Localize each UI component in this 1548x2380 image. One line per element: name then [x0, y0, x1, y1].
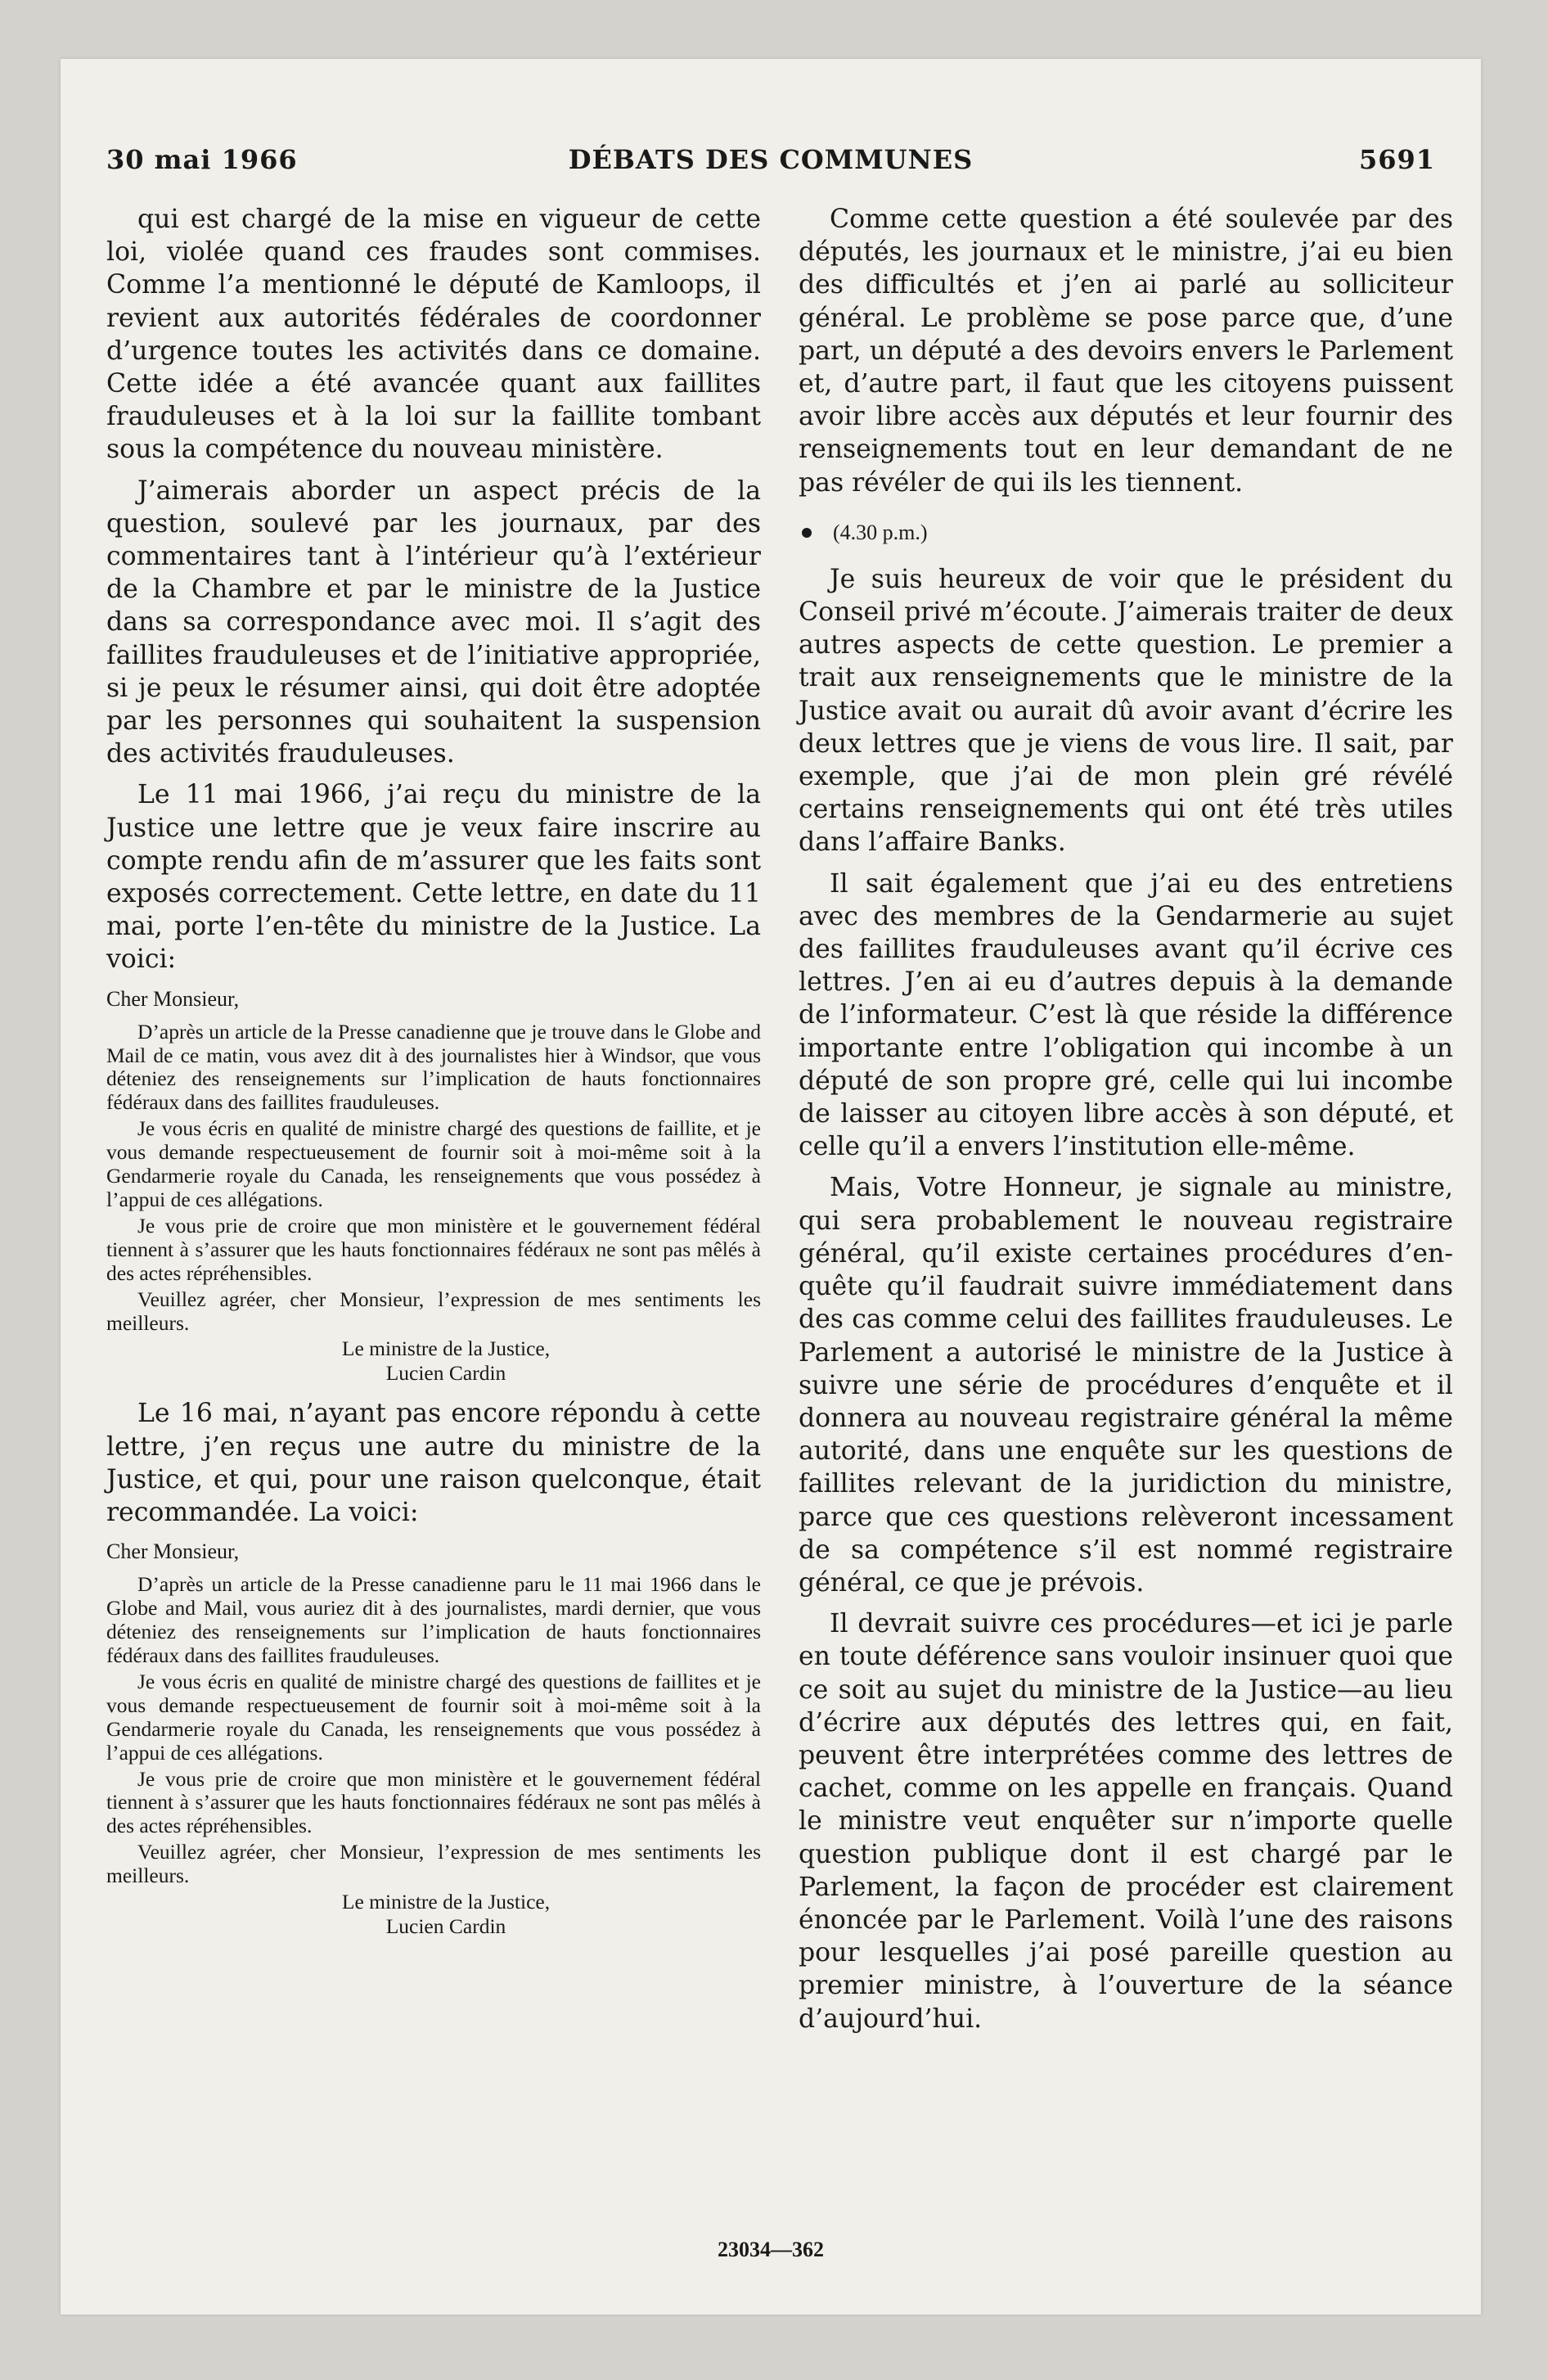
right-speech — [799, 203, 1453, 499]
letter-salutation: Cher Monsieur, — [106, 986, 240, 1011]
page-header — [106, 144, 1435, 180]
letter-quote-2 — [106, 1539, 761, 1939]
letter-signature-name: Lucien Cardin — [385, 1914, 506, 1939]
letter-paragraph: Veuillez agréer, cher Monsieur, l’expression de mes sentiments les meilleurs. — [106, 1840, 761, 1888]
letter-paragraph: Je vous prie de croire que mon ministère et le gouvernement fédéral tiennent à s’assurer que les hauts fonctionnaires fédéraux ne sont pas mêlés à des actes répréhensibles. — [106, 1213, 761, 1285]
header-page-number: 5691 — [1358, 144, 1435, 175]
left-speech-continued — [106, 1397, 761, 1529]
paragraph: Il devrait suivre ces procédures—et ici je parle en toute déférence sans vouloir insinuer quoi que ce soit au sujet du ministre de la Justice—au lieu d’écrire aux députés des lettres qui, en fait, peuvent être interprétées comme des lettres de cachet, comme on les appelle en français. Quand le ministre veut enquêter sur n’importe quelle question publique dont il est chargé par le Parlement, la façon de procéder est clairement énoncée par le Parlement. Voilà l’une des raisons pour lesquelles j’ai posé pareille question au premier ministre, à l’ouverture de la séance d’aujourd’hui. — [799, 1609, 1453, 2034]
letter-quote-1 — [106, 986, 761, 1386]
right-speech-continued — [799, 563, 1453, 2035]
paragraph: Mais, Votre Honneur, je signale au ministre, qui sera probablement le nouveau registraire général, qu’il existe certaines procédures d’enquête qu’il faudrait suivre immédiatement dans des cas comme celui des faillites frauduleuses. Le Parlement a autorisé le ministre de la Justice à suivre une série de procédures d’enquête et il donnera au nouveau registraire général la même autorité, dans une enquête sur les questions de faillites relevant de la juridiction du ministre, parce que ces questions relèveront incessament de sa compétence s’il est nommé registraire général, ce que je prévois. — [799, 1173, 1453, 1598]
paragraph: Le 16 mai, n’ayant pas encore répondu à cette lettre, j’en reçus une autre du ministre de la Justice, et qui, pour une raison quelconque, était recommandée. La voici: — [106, 1399, 761, 1528]
letter-paragraph: D’après un article de la Presse canadienne paru le 11 mai 1966 dans le Globe and Mail, vous auriez dit à des journalistes, mardi dernier, que vous déteniez des renseignements sur l’implication de hauts fonctionnaires fédéraux dans des faillites frauduleuses. — [106, 1572, 761, 1667]
paragraph: Je suis heureux de voir que le président du Conseil privé m’écoute. J’aimerais traiter de deux autres aspects de cette question. Le premier a trait aux renseignements que le ministre de la Justice avait ou aurait dû avoir avant d’écrire les deux lettres que je viens de vous lire. Il sait, par exemple, que j’ai de mon plein gré révélé certains renseignements qui ont été très utiles dans l’affaire Banks. — [799, 564, 1453, 858]
document-page — [61, 59, 1481, 2315]
footer-print-code: 23034—362 — [718, 2238, 824, 2261]
left-column — [106, 203, 761, 1939]
right-column — [799, 203, 1453, 2035]
letter-signature-title: Le ministre de la Justice, — [341, 1336, 551, 1361]
bullet-icon — [802, 528, 812, 538]
time-marker — [799, 519, 1453, 547]
left-speech — [106, 203, 761, 976]
paragraph: Comme cette question a été soulevée par des députés, les journaux et le ministre, j’ai eu bien des difficultés et j’en ai parlé au solliciteur général. Le problème se pose parce que, d’une part, un député a des devoirs envers le Parlement et, d’autre part, il faut que les citoyens puissent avoir libre accès aux députés et leur fournir des renseignements tout en leur demandant de ne pas révéler de qui ils les tiennent. — [799, 205, 1453, 498]
letter-paragraph: Je vous écris en qualité de ministre chargé des questions de faillites et je vous demande respectueusement de fournir soit à moi-même soit à la Gendarmerie royale du Canada, les renseignements que vous possédez à l’appui de ces allégations. — [106, 1669, 761, 1765]
time-stamp: (4.30 p.m.) — [833, 520, 928, 544]
letter-salutation: Cher Monsieur, — [106, 1539, 240, 1564]
letter-paragraph: Je vous prie de croire que mon ministère et le gouvernement fédéral tiennent à s’assurer que les hauts fonctionnaires fédéraux ne sont pas mêlés à des actes répréhensibles. — [106, 1766, 761, 1838]
header-date: 30 mai 1966 — [106, 144, 298, 175]
paragraph: qui est chargé de la mise en vigueur de cette loi, violée quand ces fraudes sont commises. Comme l’a mentionné le député de Kamloops, il revient aux autorités fédérales de coordonner d’urgence toutes les activités dans ce domaine. Cette idée a été avancée quant aux faillites frauduleuses et à la loi sur la faillite tombant sous la compétence du nouveau ministère. — [106, 205, 761, 465]
letter-paragraph: Veuillez agréer, cher Monsieur, l’expression de mes sentiments les meilleurs. — [106, 1287, 761, 1335]
letter-paragraph: Je vous écris en qualité de ministre chargé des questions de faillite, et je vous demande respectueusement de fournir soit à moi-même soit à la Gendarmerie royale du Canada, les renseignements que vous possédez à l’appui de ces allégations. — [106, 1116, 761, 1212]
letter-signature-name: Lucien Cardin — [385, 1361, 506, 1386]
header-title: DÉBATS DES COMMUNES — [568, 144, 974, 175]
paragraph: J’aimerais aborder un aspect précis de la question, soulevé par les journaux, par des commentaires tant à l’intérieur qu’à l’extérieur de la Chambre et par le ministre de la Justice dans sa correspondance avec moi. Il s’agit des faillites frauduleuses et de l’initiative appropriée, si je peux le résumer ainsi, qui doit être adoptée par les personnes qui souhaitent la suspension des activités frauduleuses. — [106, 476, 761, 769]
letter-signature-title: Le ministre de la Justice, — [341, 1890, 551, 1914]
paragraph: Il sait également que j’ai eu des entretiens avec des membres de la Gendarmerie au sujet des faillites frauduleuses avant qu’il écrive ces lettres. J’en ai eu d’autres depuis à la demande de l’informateur. C’est là que réside la différence importante entre l’obligation qui incombe à un député de son propre gré, celle qui lui incombe de laisser au citoyen libre accès à son député, et celle qu’il a envers l’institution elle-même. — [799, 868, 1453, 1162]
paragraph: Le 11 mai 1966, j’ai reçu du ministre de la Justice une lettre que je veux faire inscrire au compte rendu afin de m’assurer que les faits sont exposés correctement. Cette lettre, en date du 11 mai, porte l’en-tête du ministre de la Justice. La voici: — [106, 780, 761, 975]
letter-paragraph: D’après un article de la Presse canadienne que je trouve dans le Globe and Mail de ce matin, vous avez dit à des journalistes hier à Windsor, que vous déteniez des renseignements sur l’implication de hauts fonctionnaires fédéraux dans des faillites frauduleuses. — [106, 1019, 761, 1115]
